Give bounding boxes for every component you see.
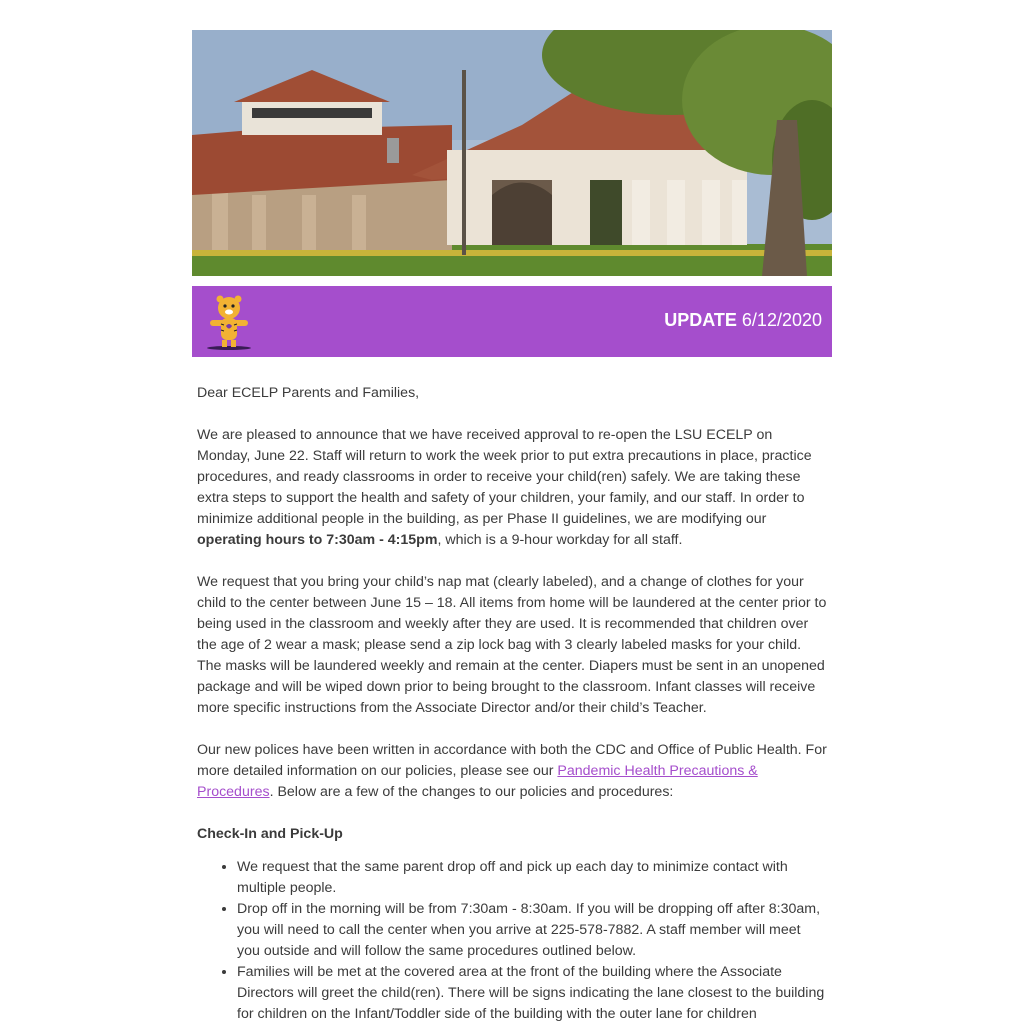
school-building-photo bbox=[192, 30, 832, 276]
paragraph-policies-end: . Below are a few of the changes to our policies and procedures: bbox=[269, 784, 674, 800]
letter-body bbox=[192, 383, 832, 1025]
update-banner bbox=[192, 286, 832, 357]
greeting: Dear ECELP Parents and Families, bbox=[197, 385, 420, 401]
operating-hours: operating hours to 7:30am - 4:15pm bbox=[197, 532, 438, 548]
paragraph-policies bbox=[197, 740, 827, 803]
section-heading-check-in: Check-In and Pick-Up bbox=[197, 826, 343, 842]
check-in-list bbox=[197, 857, 827, 1025]
paragraph-reopening-text: We are pleased to announce that we have received approval to re-open the LSU ECELP on Monday, June 22. Staff will return to work the week prior to put extra precautions in place, practice procedures, and ready classrooms in order to receive your child(ren) safely. We are taking these extra steps to support the health and safety of your children, your family, and our staff. In order to minimize additional people in the building, as per Phase II guidelines, we are modifying our bbox=[197, 427, 812, 527]
paragraph-reopening bbox=[197, 425, 827, 551]
paragraph-items-from-home: We request that you bring your child’s nap mat (clearly labeled), and a change of clothes for your child to the center between June 15 – 18. All items from home will be laundered at the center prior to being used in the classroom and weekly after they are used. It is recommended that children over the age of 2 wear a mask; please send a zip lock bag with 3 clearly labeled masks for your child. The masks will be laundered weekly and remain at the center. Diapers must be sent in an unopened package and will be wiped down prior to being brought to the classroom. Infant classes will receive more specific instructions from the Associate Director and/or their child’s Teacher. bbox=[197, 574, 827, 716]
paragraph-policies-text: Our new polices have been written in accordance with both the CDC and Office of Public Health. For more detailed information on our policies, please see our bbox=[197, 742, 827, 779]
list-item: • Drop off in the morning will be from 7:30am - 8:30am. If you will be dropping off after 8:30am, you will need to call the center when you arrive at 225-578-7882. A staff member will meet you outside and will follow the same procedures outlined below. bbox=[237, 899, 827, 962]
list-item: • We request that the same parent drop off and pick up each day to minimize contact with multiple people. bbox=[237, 857, 827, 899]
update-heading bbox=[664, 310, 822, 331]
update-label: UPDATE bbox=[664, 310, 737, 330]
pandemic-procedures-link[interactable]: Pandemic Health Precautions & Procedures bbox=[197, 763, 758, 800]
paragraph-reopening-end: , which is a 9-hour workday for all staff. bbox=[437, 532, 683, 548]
email-container bbox=[192, 30, 832, 1025]
list-item: • Families will be met at the covered area at the front of the building where the Associate Directors will greet the child(ren). There will be signs indicating the lane closest to the building for children on the Infant/Toddler side of the building with the outer lane for children bbox=[237, 962, 827, 1025]
update-date: 6/12/2020 bbox=[741, 310, 822, 330]
tiger-mascot-icon bbox=[204, 294, 254, 350]
